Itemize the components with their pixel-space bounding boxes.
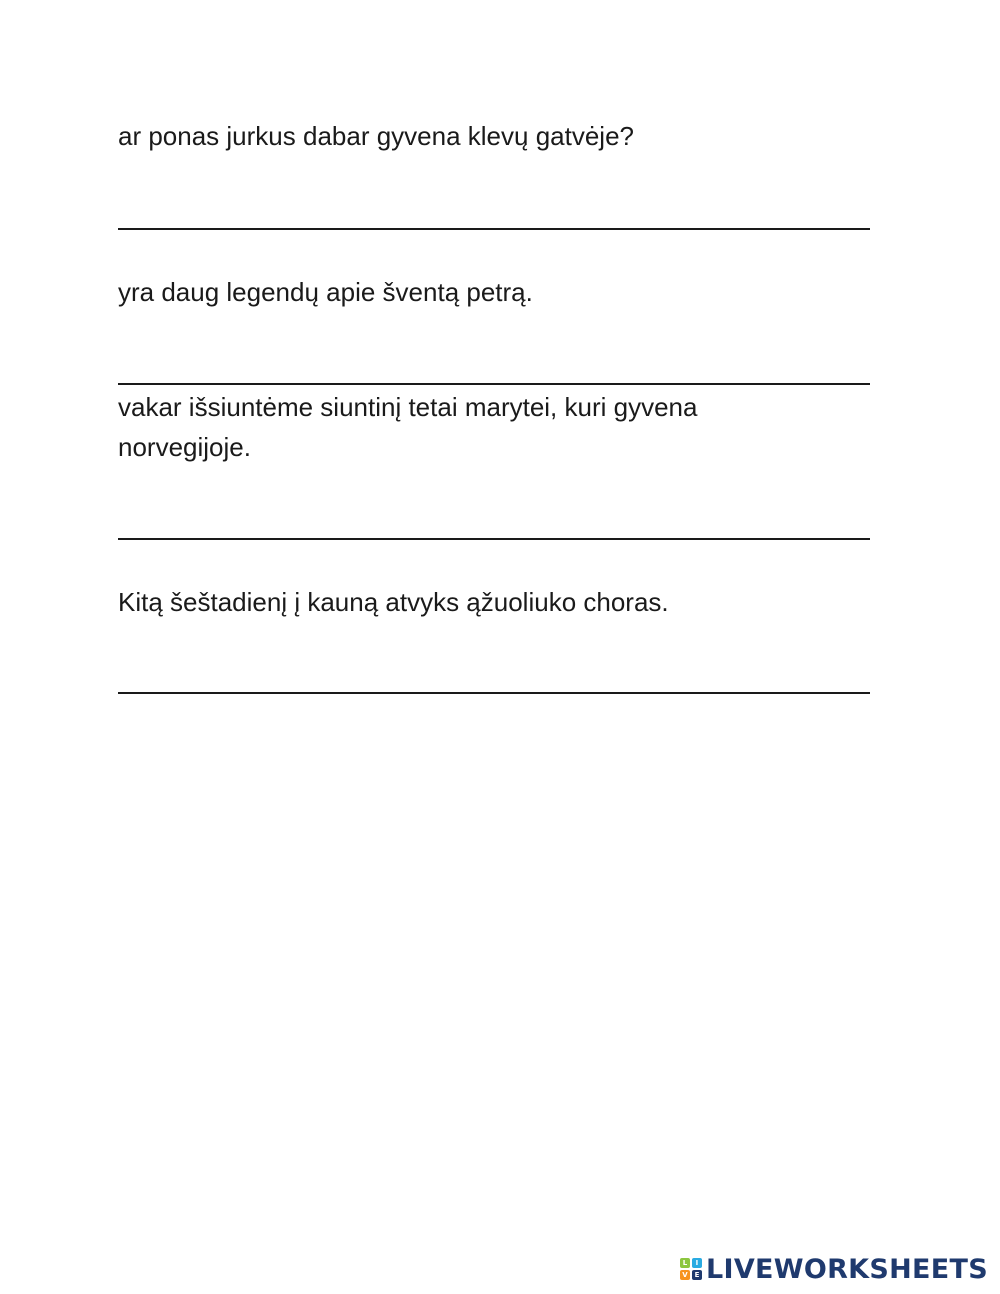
answer-line-4: [118, 692, 870, 694]
answer-field-3[interactable]: [118, 498, 870, 538]
logo-icon-tile: L: [680, 1258, 690, 1268]
liveworksheets-logo: [680, 1254, 988, 1284]
answer-field-4[interactable]: [118, 652, 870, 692]
logo-text: LIVEWORKSHEETS: [705, 1253, 988, 1285]
sentence-3: vakar išsiuntėme siuntinį tetai marytei, kuri gyvena norvegijoje.: [118, 392, 698, 462]
sentence-4: Kitą šeštadienį į kauną atvyks ąžuoliuko choras.: [118, 587, 669, 617]
answer-line-3: [118, 538, 870, 540]
answer-line-1: [118, 228, 870, 230]
answer-field-1[interactable]: [118, 188, 870, 228]
liveworksheets-logo-icon: [680, 1258, 702, 1280]
logo-icon-tile: V: [680, 1270, 690, 1280]
answer-line-2: [118, 383, 870, 385]
logo-icon-tile: E: [692, 1270, 702, 1280]
logo-icon-tile: I: [692, 1258, 702, 1268]
sentence-2: yra daug legendų apie šventą petrą.: [118, 277, 533, 307]
answer-field-2[interactable]: [118, 343, 870, 383]
sentence-1: ar ponas jurkus dabar gyvena klevų gatvėje?: [118, 121, 634, 151]
